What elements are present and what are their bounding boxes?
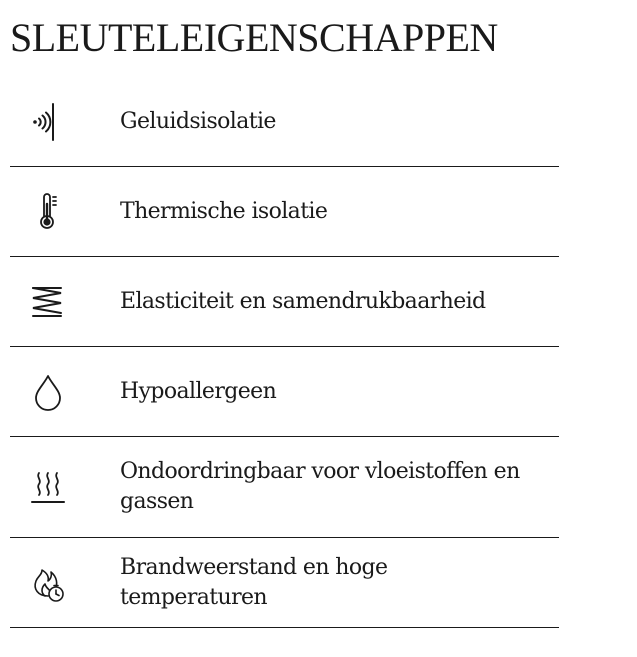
feature-item-impermeable [10, 437, 559, 538]
key-properties-list [10, 77, 559, 628]
feature-item-sound-insulation [10, 77, 559, 167]
feature-label: Geluidsisolatie [120, 108, 276, 134]
spring-compression-icon [28, 282, 68, 322]
water-drop-icon [28, 372, 68, 412]
fire-timer-icon [28, 563, 68, 603]
feature-label: Thermische isolatie [120, 198, 328, 224]
vapor-barrier-icon [28, 467, 68, 507]
feature-item-fire-resistance [10, 538, 559, 628]
feature-label: Elasticiteit en samendrukbaarheid [120, 288, 486, 314]
feature-label: Hypoallergeen [120, 378, 277, 404]
sound-waves-icon [28, 102, 68, 142]
feature-item-thermal-insulation [10, 167, 559, 257]
page-title: SLEUTELEIGENSCHAPPEN [10, 15, 498, 60]
feature-item-elasticity [10, 257, 559, 347]
feature-label: Brandweerstand en hoge temperaturen [120, 554, 388, 610]
feature-label: Ondoordringbaar voor vloeistoffen en gassen [120, 459, 520, 514]
thermometer-icon [28, 192, 68, 232]
feature-item-hypoallergenic [10, 347, 559, 437]
